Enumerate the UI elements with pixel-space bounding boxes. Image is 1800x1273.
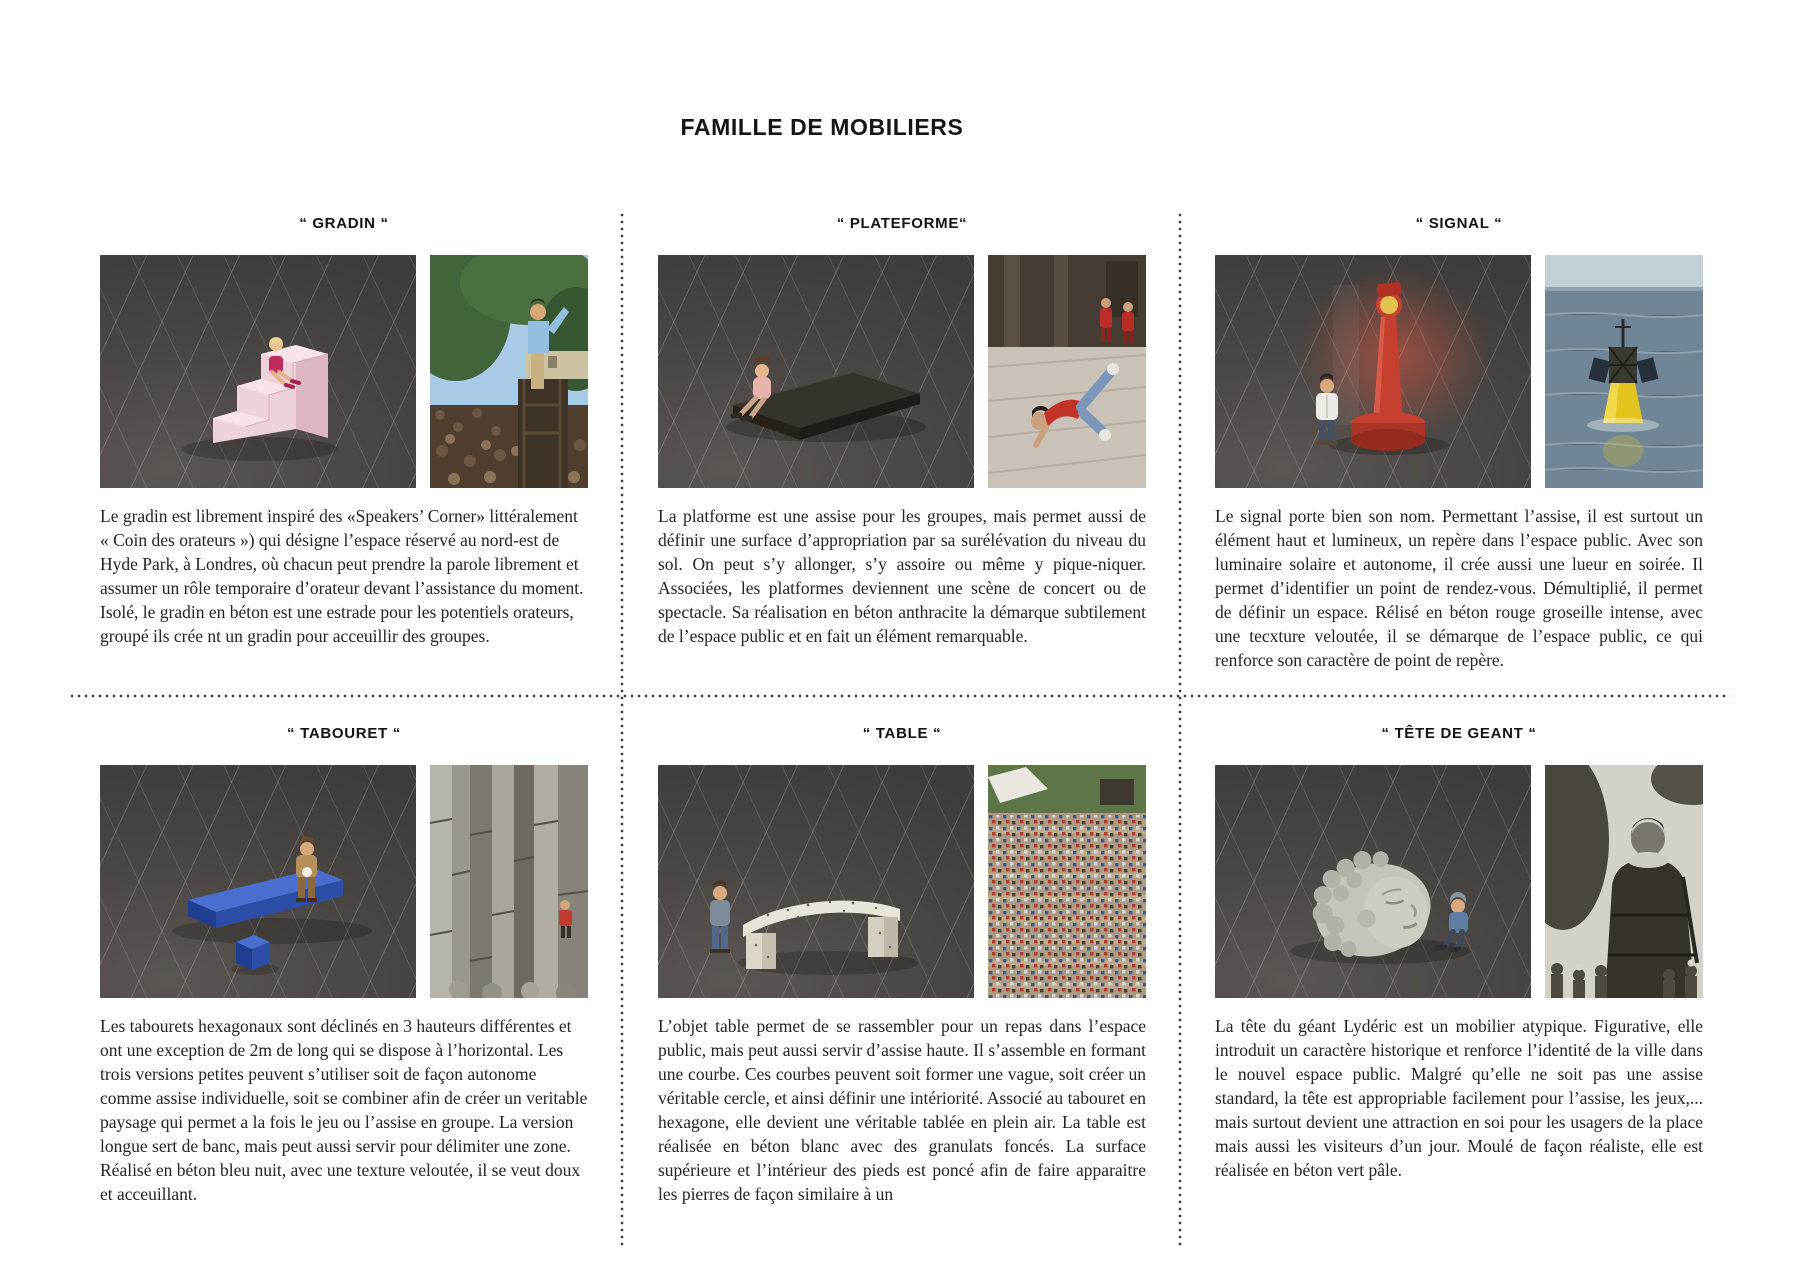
signal-photo-image — [1545, 255, 1703, 488]
table-render-image — [658, 765, 974, 998]
tete-de-geant-photo-image — [1545, 765, 1703, 998]
basalt-columns-illustration — [430, 765, 588, 998]
dotted-divider-vertical-1 — [620, 213, 624, 1247]
tabouret-render-image — [100, 765, 416, 998]
gradin-render-image — [100, 255, 416, 488]
section-table-title: “ TABLE “ — [862, 725, 942, 742]
street-dancer-illustration — [988, 255, 1146, 488]
signal-render-image — [1215, 255, 1531, 488]
red-totem-illustration — [1215, 255, 1531, 488]
white-concrete-table-illustration — [658, 765, 974, 998]
dotted-divider-horizontal — [70, 694, 1730, 698]
page-title: FAMILLE DE MOBILIERS — [680, 114, 964, 141]
section-tete-de-geant-title: “ TÊTE DE GEANT “ — [1381, 725, 1537, 742]
section-gradin-body: Le gradin est librement inspiré des «Speakers’ Corner» littéralement « Coin des orateurs ») qui désigne l’espace réservé au nord-est de Hyde Park, à Londres, où chacun peut prendre la parole librement et assumer un rôle temporaire d’orateur devant l’assistance du moment. Isolé, le gradin en béton est une estrade pour les potentiels orateurs, groupé ils crée nt un gradin pour acceuillir des groupes. — [100, 506, 584, 646]
section-tete-de-geant-body: La tête du géant Lydéric est un mobilier atypique. Figurative, elle introduit un caractère historique et renforce l’identité de la ville dans le nouvel espace public. Malgré qu’elle ne soit pas une assise standard, la tête est appropriable facilement pour l’assise, les jeux,... mais surtout devient une attraction en soi pour les usagers de la place mais aussi les visiteurs d’un jour. Moulé de façon réaliste, elle est réalisée en béton vert pâle. — [1215, 1016, 1703, 1180]
giant-stone-head-illustration — [1215, 765, 1531, 998]
yellow-buoy-illustration — [1545, 255, 1703, 488]
dark-platform-illustration — [658, 255, 974, 488]
festival-tables-crowd-illustration — [988, 765, 1146, 998]
section-gradin-title: “ GRADIN “ — [299, 215, 389, 232]
section-signal-body: Le signal porte bien son nom. Permettant l’assise, il est surtout un élément haut et lumineux, un repère dans l’espace public. Avec son luminaire solaire et autonome, il crée aussi une lueur en soirée. Il permet d’identifier un point de rendez-vous. Démultiplié, il permet de définir un espace. Rélisé en béton rouge groseille intense, avec une tecxture veloutée, il se démarque de l’espace public, ce qui renforce son caractère de point de repère. — [1215, 506, 1703, 670]
section-plateforme-body: La platforme est une assise pour les groupes, mais permet aussi de définir une surface d’appropriation par sa surélévation du niveau du sol. On peut s’y allonger, s’y assoire ou même y pique-niquer. Associées, les platformes deviennent une scène de concert ou de spectacle. Sa réalisation en béton anthracite la démarque subtilement de l’espace public et en fait un élément remarquable. — [658, 506, 1146, 646]
section-plateforme-title: “ PLATEFORME“ — [836, 215, 968, 232]
tabouret-photo-image — [430, 765, 588, 998]
gradin-photo-image — [430, 255, 588, 488]
section-tabouret-body: Les tabourets hexagonaux sont déclinés en 3 hauteurs différentes et ont une exception de 2m de long qui se dispose à l’horizontal. Les trois versions petites peuvent s’utiliser soit de façon autonome comme assise individuelle, soit se combiner afin de créer un veritable paysage qui permet a la fois le jeu ou l’assise en groupe. La version longue sert de banc, mais peut aussi servir pour délimiter une zone. Réalisé en béton bleu nuit, avec une texture veloutée, il se veut doux et acceuillant. — [100, 1016, 588, 1204]
section-signal-title: “ SIGNAL “ — [1415, 215, 1503, 232]
plateforme-render-image — [658, 255, 974, 488]
giant-lyderic-bw-illustration — [1545, 765, 1703, 998]
tete-de-geant-render-image — [1215, 765, 1531, 998]
blue-bench-illustration — [100, 765, 416, 998]
section-tabouret-title: “ TABOURET “ — [287, 725, 401, 742]
speakers-corner-illustration — [430, 255, 588, 488]
section-table-body: L’objet table permet de se rassembler pour un repas dans l’espace public, mais peut aussi servir d’assise haute. Il s’assemble en formant une courbe. Ces courbes peuvent soit former une vague, soit créer un véritable cercle, et ainsi définir une intériorité. Associé au tabouret en hexagone, elle devient une véritable tablée en plein air. La table est réalisée en béton blanc avec des granulats foncés. La surface supérieure et l’intérieur des pieds est poncé afin de faire apparaitre les pierres de façon similaire à un — [658, 1016, 1146, 1204]
pink-steps-illustration — [100, 255, 416, 488]
plateforme-photo-image — [988, 255, 1146, 488]
dotted-divider-vertical-2 — [1178, 213, 1182, 1247]
table-photo-image — [988, 765, 1146, 998]
